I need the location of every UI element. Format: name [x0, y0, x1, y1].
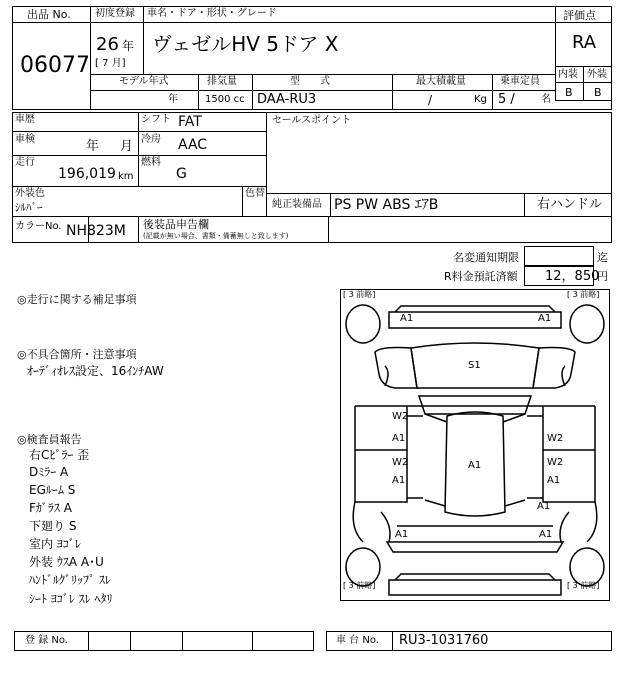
- mark-left-front-door-top: W2: [392, 457, 409, 468]
- color-value: ｼﾙﾊﾞｰ: [15, 201, 43, 214]
- lot-no-label: 出品 No.: [27, 8, 71, 21]
- chassis-label: 車 台 No.: [336, 635, 379, 646]
- model-year-label: モデル年式: [119, 76, 169, 87]
- mileage-unit: km: [118, 171, 134, 182]
- mark-right-front-fender: W2: [547, 433, 564, 444]
- fuel-value: G: [176, 166, 187, 182]
- displacement-label: 排気量: [207, 76, 237, 87]
- mark-hood: S1: [468, 360, 481, 371]
- max-load-unit: Kg: [474, 94, 487, 105]
- name-change-unit: 迄: [597, 251, 608, 264]
- shift-value: FAT: [178, 114, 202, 130]
- fuel-label: 燃料: [141, 157, 161, 168]
- inspector-item: 右Cﾋﾟﾗｰ 歪: [29, 448, 90, 462]
- driving-notes-title: ◎走行に関する補足事項: [17, 293, 137, 306]
- corner-label-bottom-right: [ 3 前略]: [567, 581, 600, 590]
- shift-label: シフト: [141, 114, 171, 125]
- aftermarket-note: (記載が無い場合、書類・備蓄無しと致します): [143, 232, 289, 240]
- first-reg-year-unit: 年: [122, 39, 135, 53]
- defects-text: ｵｰﾃﾞｨｵﾚｽ設定、16ｲﾝﾁAW: [27, 364, 164, 378]
- first-reg-year: 26: [96, 34, 119, 55]
- model-year-unit: 年: [168, 94, 178, 105]
- name-change-label: 名変通知期限: [453, 251, 519, 264]
- car-outline: [341, 290, 609, 600]
- defects-title: ◎不具合箇所・注意事項: [17, 348, 137, 361]
- color-no-value: NH823M: [66, 223, 126, 239]
- aftermarket-label: 後装品申告欄: [143, 218, 209, 231]
- mark-left-front-door-bottom: A1: [392, 475, 406, 486]
- exterior-grade: B: [594, 86, 602, 99]
- inspector-item: 室内 ﾖｺﾞﾚ: [29, 537, 81, 551]
- recycle-label: R料金預託済額: [444, 270, 518, 283]
- color-label: 外装色: [15, 188, 45, 199]
- interior-grade: B: [565, 86, 573, 99]
- max-load-slash: /: [428, 93, 433, 107]
- interior-label: 内装: [558, 69, 578, 80]
- mark-front-right-bumper: A1: [538, 313, 552, 324]
- inspector-item: 外装 ｳｽA A･U: [29, 555, 104, 569]
- inspection-label: 車検: [15, 134, 35, 145]
- capacity-label: 乗車定員: [500, 76, 540, 87]
- inspector-item: 下廻り S: [29, 519, 77, 533]
- first-reg-label: 初度登録: [95, 8, 135, 19]
- capacity-value: 5 /: [498, 92, 515, 107]
- mark-left-front-fender-bottom: A1: [392, 433, 406, 444]
- capacity-unit: 名: [541, 94, 551, 105]
- equipment-value: PS PW ABS ｴｱB: [334, 197, 439, 213]
- corner-label-top-right: [ 3 前略]: [567, 290, 600, 299]
- car-name-label: 車名・ドア・形状・グレード: [147, 8, 277, 19]
- exterior-label: 外装: [587, 69, 607, 80]
- mark-roof: A1: [468, 460, 482, 471]
- mark-right-rear: A1: [539, 529, 553, 540]
- ac-value: AAC: [178, 137, 208, 153]
- mark-right-rear-door: A1: [537, 501, 551, 512]
- steering-value: 右ハンドル: [537, 197, 603, 212]
- inspection-year-unit: 年: [86, 139, 100, 154]
- recycle-unit: 円: [597, 270, 608, 283]
- damage-diagram: [340, 289, 610, 601]
- lot-no-value: 06077: [20, 53, 90, 78]
- recycle-amount: 12，850: [545, 269, 600, 284]
- displacement-value: 1500 cc: [205, 94, 245, 105]
- reg-no-label: 登 録 No.: [25, 635, 68, 646]
- type-label: 型 式: [290, 76, 330, 87]
- mark-left-front-fender-top: W2: [392, 411, 409, 422]
- inspector-item: ｼｰﾄ ﾖｺﾞﾚ ｽﾚ ﾍﾀﾘ: [29, 592, 113, 606]
- corner-label-top-left: [ 3 前略]: [343, 290, 376, 299]
- corner-label-bottom-left: [ 3 前略]: [343, 581, 376, 590]
- equipment-label: 純正装備品: [272, 199, 322, 210]
- inspector-item: Dﾐﾗｰ A: [29, 465, 69, 479]
- eval-score: RA: [572, 32, 597, 53]
- color-no-label: カラーNo.: [15, 221, 62, 232]
- mark-right-front-door-bottom: A1: [547, 475, 561, 486]
- mark-front-left-bumper: A1: [400, 313, 414, 324]
- inspector-item: EGﾙｰﾑ S: [29, 483, 76, 497]
- chassis-no: RU3-1031760: [399, 633, 489, 648]
- inspector-title: ◎検査員報告: [17, 433, 82, 446]
- max-load-label: 最大積載量: [416, 76, 466, 87]
- repaint-label: 色替: [245, 188, 265, 199]
- history-label: 車歴: [15, 114, 35, 125]
- ac-label: 冷房: [141, 134, 161, 145]
- mileage-label: 走行: [15, 157, 35, 168]
- inspector-item: ﾊﾝﾄﾞﾙｸﾞﾘｯﾌﾟ ｽﾚ: [29, 573, 111, 587]
- car-name-value: ヴェゼルHV 5ドア X: [152, 32, 339, 56]
- inspection-month-unit: 月: [120, 139, 134, 154]
- mark-right-front-door-top: W2: [547, 457, 564, 468]
- mark-left-rear: A1: [395, 529, 409, 540]
- name-change-box: [524, 246, 594, 266]
- inspector-item: Fｶﾞﾗｽ A: [29, 501, 72, 515]
- type-code: DAA-RU3: [257, 92, 317, 107]
- first-reg-month: [ 7 月]: [95, 58, 126, 69]
- eval-label: 評価点: [563, 9, 596, 22]
- mileage-value: 196,019: [58, 166, 116, 182]
- sales-point-label: セールスポイント: [272, 115, 352, 126]
